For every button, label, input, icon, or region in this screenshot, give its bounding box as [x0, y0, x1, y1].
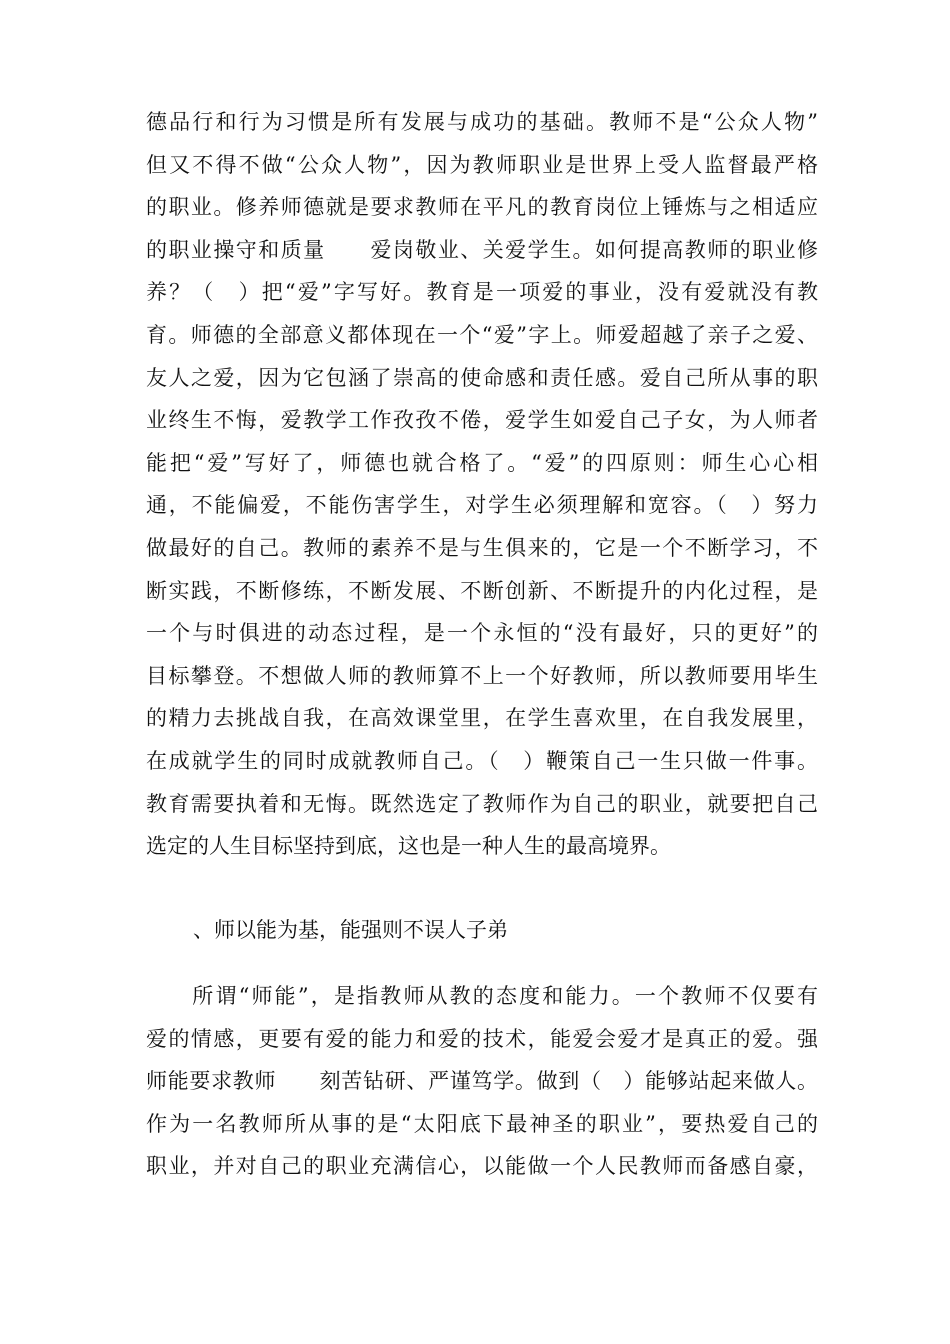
text-line: 业终生不悔，爱教学工作孜孜不倦，爱学生如爱自己子女，为人师者 [146, 408, 818, 433]
text-line: 通，不能偏爱，不能伤害学生，对学生必须理解和宽容。（ ）努力 [146, 493, 818, 518]
text-line: 友人之爱，因为它包涵了崇高的使命感和责任感。爱自己所从事的职 [146, 365, 818, 390]
text-line: 断实践，不断修练，不断发展、不断创新、不断提升的内化过程，是 [146, 578, 818, 603]
text-line: 德品行和行为习惯是所有发展与成功的基础。教师不是“公众人物” [146, 110, 818, 134]
text-line: 职业，并对自己的职业充满信心，以能做一个人民教师而备感自豪， [146, 1154, 818, 1179]
text-line: 但又不得不做“公众人物”，因为教师职业是世界上受人监督最严格 [146, 152, 818, 177]
text-line: 的职业操守和质量 爱岗敬业、关爱学生。如何提高教师的职业修 [146, 237, 818, 262]
text-line: 一个与时俱进的动态过程，是一个永恒的“没有最好，只的更好”的 [146, 621, 818, 646]
text-line: 爱的情感，更要有爱的能力和爱的技术，能爱会爱才是真正的爱。强 [146, 1026, 818, 1051]
text-line: 作为一名教师所从事的是“太阳底下最神圣的职业”，要热爱自己的 [146, 1111, 818, 1136]
section-heading: 、师以能为基，能强则不误人子弟 [193, 918, 508, 942]
text-line: 所谓“师能”，是指教师从教的态度和能力。一个教师不仅要有 [146, 984, 818, 1008]
text-line: 的精力去挑战自我，在高效课堂里，在学生喜欢里，在自我发展里， [146, 706, 818, 731]
paragraph-2 [146, 975, 818, 1188]
text-line: 育。师德的全部意义都体现在一个“爱”字上。师爱超越了亲子之爱、 [146, 322, 818, 347]
text-line: 教育需要执着和无悔。既然选定了教师作为自己的职业，就要把自己 [146, 791, 818, 816]
text-line: 的职业。修养师德就是要求教师在平凡的教育岗位上锤炼与之相适应 [146, 195, 818, 220]
text-line: 在成就学生的同时成就教师自己。（ ）鞭策自己一生只做一件事。 [146, 748, 818, 773]
text-line: 养？（ ）把“爱”字写好。教育是一项爱的事业，没有爱就没有教 [146, 280, 818, 305]
text-line: 选定的人生目标坚持到底，这也是一种人生的最高境界。 [146, 834, 671, 859]
text-line: 目标攀登。不想做人师的教师算不上一个好教师，所以教师要用毕生 [146, 663, 818, 688]
text-line: 师能要求教师 刻苦钻研、严谨笃学。做到（ ）能够站起来做人。 [146, 1069, 818, 1094]
text-line: 能把“爱”写好了，师德也就合格了。“爱”的四原则：师生心心相 [146, 450, 818, 475]
paragraph-1 [146, 101, 818, 868]
text-line: 做最好的自己。教师的素养不是与生俱来的，它是一个不断学习，不 [146, 535, 818, 560]
